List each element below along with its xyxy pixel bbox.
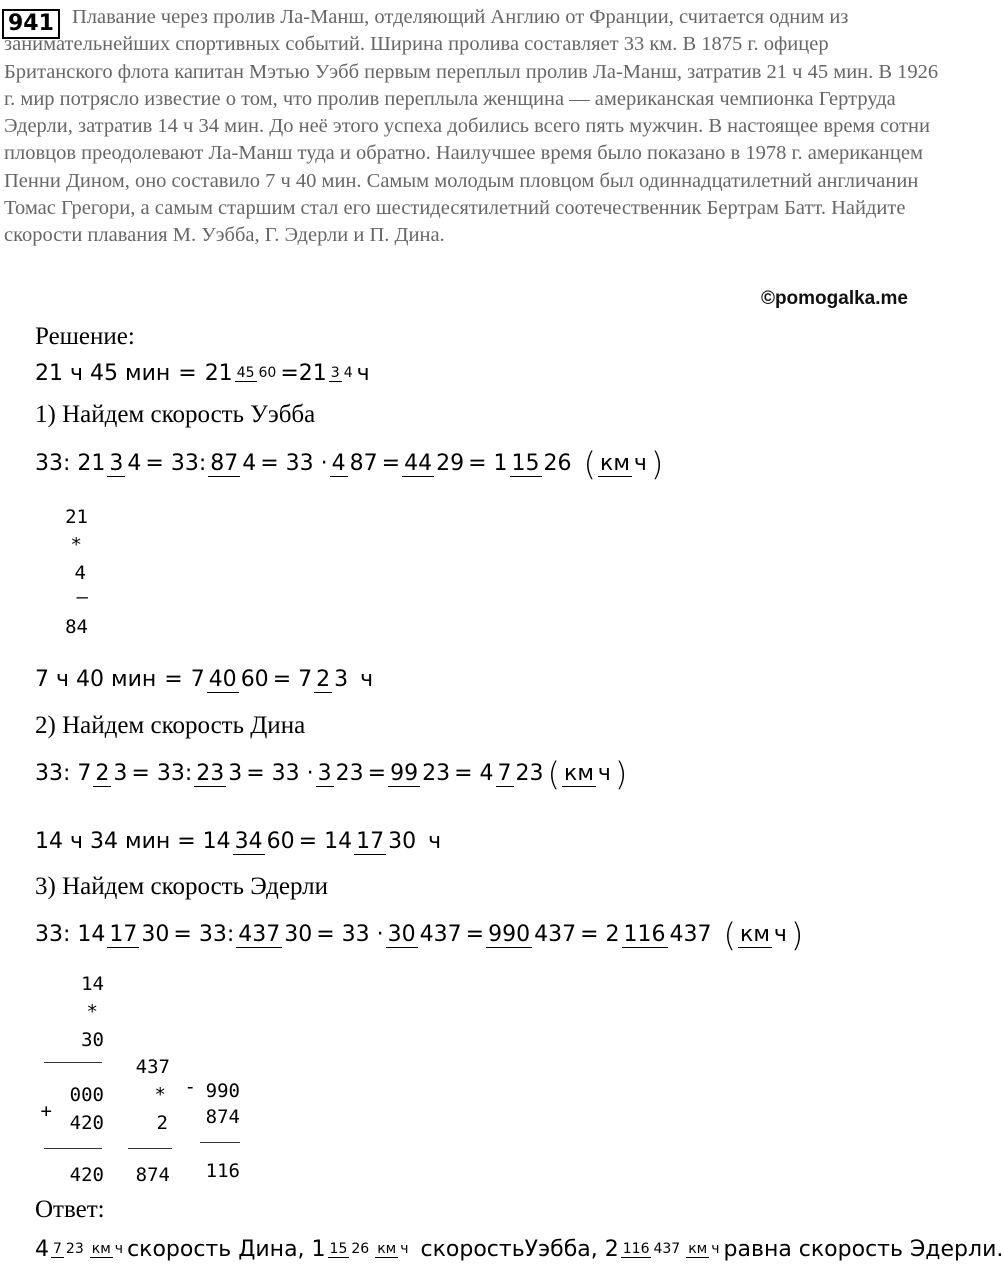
fraction: 3 4 bbox=[109, 450, 142, 476]
fraction: 17 30 bbox=[109, 921, 170, 947]
fraction: 30 437 bbox=[387, 921, 462, 947]
fraction: 99 23 bbox=[390, 760, 451, 786]
fraction: 4 87 bbox=[331, 450, 378, 476]
din-speed-calculation: 33: 7 2 3 = 33: 23 3 = 33 · 3 23 = 99 23 = 4 7 23 ( км ч ) bbox=[35, 755, 628, 793]
time-conversion-webb: 21 ч 45 мин = 21 45 60 = 21 3 4 ч bbox=[35, 361, 370, 386]
problem-text: Плавание через пролив Ла-Манш, отделяющий Англию от Франции, считается одним из занимательнейших спортивных событий. Ширина пролива составляет 33 км. В 1875 г. офицер Британского флота капитан Мэтью Уэбб первым переплыл пролив Ла-Манш, затратив 21 ч 45 мин. В 1926 г. мир потрясло известие о том, что пролив переплыла женщина — американская чемпионка Гертруда Эдерли, затратив 14 ч 34 мин. До неё этого успеха добились всего пять мужчин. В настоящее время сотни пловцов преодолевают Ла-Манш туда и обратно. Наилучшее время было показано в 1978 г. американцем Пенни Дином, оно составило 7 ч 40 мин. Самым молодым пловцом был одиннадцатилетний англичанин Томас Грегори, а самым старшим стал его шестидесятилетний соотечественник Бертрам Батт. Найдите скорости плавания М. Уэбба, Г. Эдерли и П. Дина. bbox=[4, 6, 939, 247]
fraction: 45 60 bbox=[236, 365, 277, 382]
fraction: 40 60 bbox=[208, 666, 269, 692]
step-2-heading: 2) Найдем скорость Дина bbox=[35, 712, 306, 739]
problem-statement bbox=[0, 4, 940, 250]
answer-label: Ответ: bbox=[35, 1196, 105, 1223]
unit-fraction: км ч bbox=[740, 921, 787, 947]
solution-heading: Решение: bbox=[35, 323, 135, 350]
fraction: 437 30 bbox=[238, 921, 313, 947]
unit-fraction: км ч bbox=[600, 450, 647, 476]
unit-fraction: км ч bbox=[688, 1241, 720, 1258]
unit-fraction: км ч bbox=[377, 1241, 409, 1258]
fraction: 15 26 bbox=[329, 1241, 370, 1258]
fraction: 2 3 bbox=[95, 760, 128, 786]
fraction: 116 437 bbox=[623, 921, 712, 947]
fraction: 7 23 bbox=[497, 760, 544, 786]
fraction: 44 29 bbox=[404, 450, 465, 476]
fraction: 3 4 bbox=[330, 365, 353, 382]
fraction: 2 3 bbox=[316, 666, 349, 692]
answer-line: 4 7 23 км ч скорость Дина, 1 15 26 км ч скоростьУэбба, 2 116 437 км ч равна скорость Эдерли. bbox=[35, 1237, 1003, 1262]
step-3-heading: 3) Найдем скорость Эдерли bbox=[35, 873, 328, 900]
fraction: 15 26 bbox=[511, 450, 572, 476]
fraction: 3 23 bbox=[317, 760, 364, 786]
fraction: 990 437 bbox=[488, 921, 577, 947]
fraction: 23 3 bbox=[196, 760, 243, 786]
problem-number: 941 bbox=[2, 9, 60, 39]
time-conversion-din: 7 ч 40 мин = 7 40 60 = 7 2 3 ч bbox=[35, 666, 374, 692]
unit-fraction: км ч bbox=[564, 760, 611, 786]
fraction: 7 23 bbox=[53, 1241, 84, 1258]
fraction: 17 30 bbox=[356, 828, 417, 854]
step-1-heading: 1) Найдем скорость Уэбба bbox=[35, 401, 316, 428]
ederle-speed-calculation: 33: 14 17 30 = 33: 437 30 = 33 · 30 437 = 990 437 = 2 116 437 ( км ч ) bbox=[35, 916, 804, 954]
time-conversion-ederle: 14 ч 34 мин = 14 34 60 = 14 17 30 ч bbox=[35, 828, 442, 854]
fraction: 87 4 bbox=[210, 450, 257, 476]
unit-fraction: км ч bbox=[91, 1241, 124, 1258]
webb-speed-calculation: 33: 21 3 4 = 33: 87 4 = 33 · 4 87 = 44 29 = 1 15 26 ( км ч ) bbox=[35, 445, 664, 483]
watermark: ©pomogalka.me bbox=[760, 288, 908, 309]
fraction: 34 60 bbox=[234, 828, 295, 854]
fraction: 116 437 bbox=[622, 1241, 681, 1258]
